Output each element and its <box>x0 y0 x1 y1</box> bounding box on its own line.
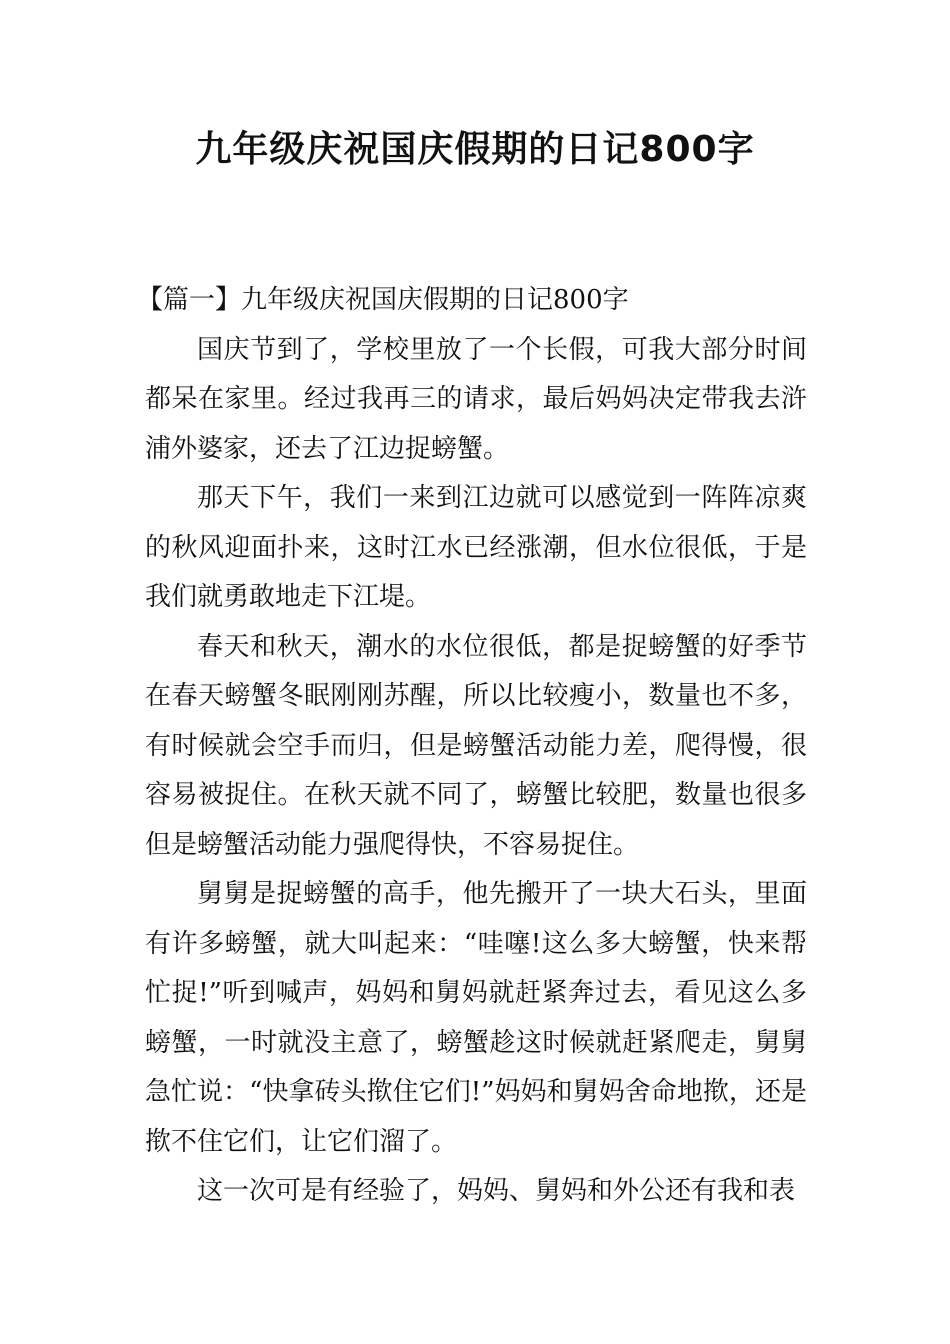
paragraph-5: 这一次可是有经验了，妈妈、舅妈和外公还有我和表 <box>197 1176 796 1206</box>
paragraph-1: 国庆节到了，学校里放了一个长假，可我大部分时间都呆在家里。经过我再三的请求，最后妈妈决定带我去浒浦外婆家，还去了江边捉螃蟹。 <box>145 334 807 464</box>
section-heading: 【篇一】九年级庆祝国庆假期的日记800字 <box>137 285 629 315</box>
paragraph-3: 春天和秋天，潮水的水位很低，都是捉螃蟹的好季节在春天螃蟹冬眠刚刚苏醒，所以比较瘦小，数量也不多，有时候就会空手而归，但是螃蟹活动能力差，爬得慢，很容易被捉住。在秋天就不同了，螃蟹比较肥，数量也很多但是螃蟹活动能力强爬得快，不容易捉住。 <box>145 631 807 860</box>
document-body <box>137 276 807 1217</box>
paragraph-4: 舅舅是捉螃蟹的高手，他先搬开了一块大石头，里面有许多螃蟹，就大叫起来：“哇噻!这么多大螃蟹，快来帮忙捉!”听到喊声，妈妈和舅妈就赶紧奔过去，看见这么多螃蟹，一时就没主意了，螃蟹趁这时候就赶紧爬走，舅舅急忙说：“快拿砖头揿住它们!”妈妈和舅妈舍命地揿，还是揿不住它们，让它们溜了。 <box>145 879 807 1157</box>
paragraph-2: 那天下午，我们一来到江边就可以感觉到一阵阵凉爽的秋风迎面扑来，这时江水已经涨潮，但水位很低，于是我们就勇敢地走下江堤。 <box>145 483 807 612</box>
document-title: 九年级庆祝国庆假期的日记800字 <box>195 129 755 170</box>
